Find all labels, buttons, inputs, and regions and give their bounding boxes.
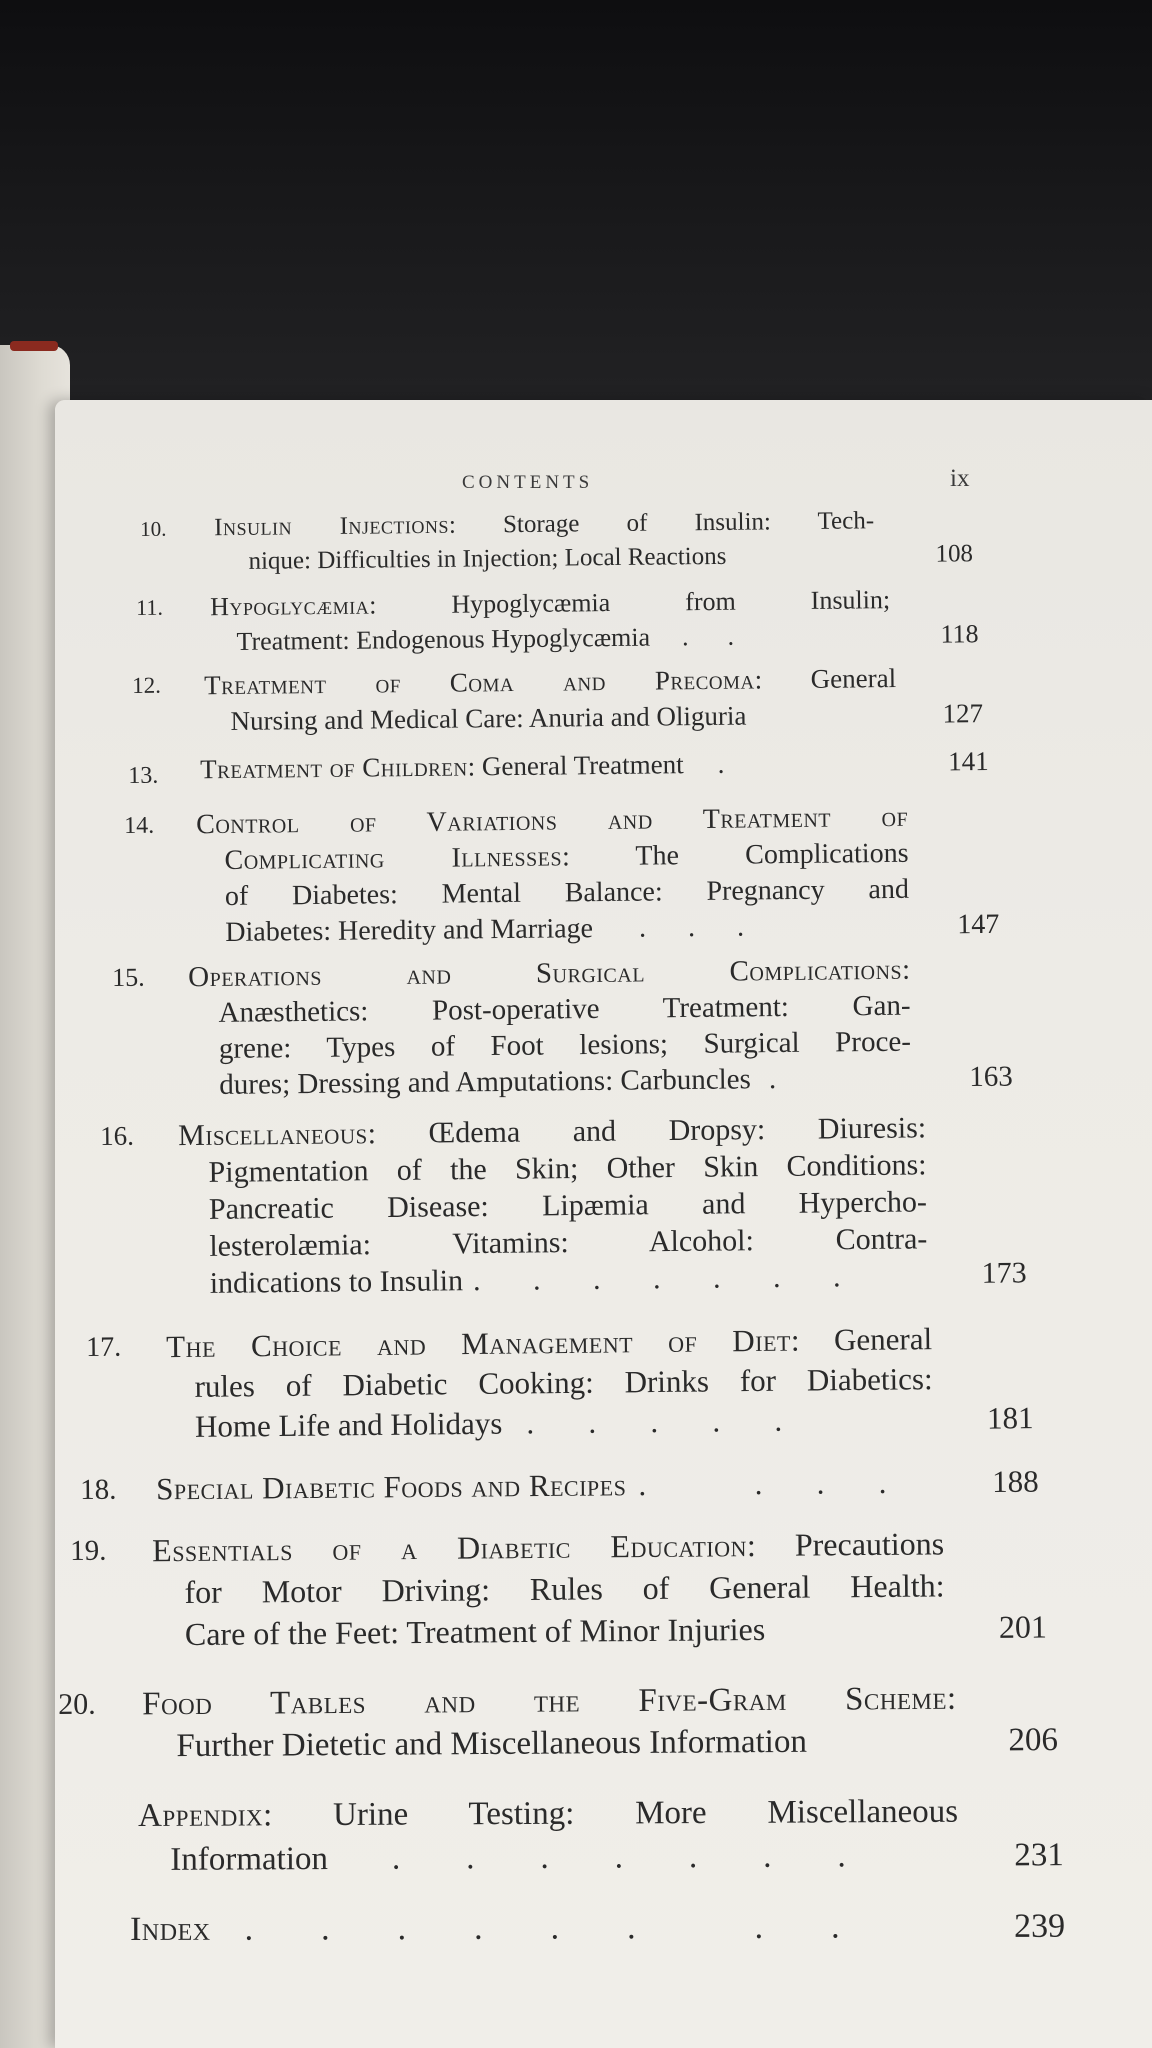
entry-page: 206 (1008, 1722, 1059, 1759)
page-number: ix (950, 465, 970, 492)
entry-title: Miscellaneous (178, 1117, 368, 1153)
entry-page: 108 (935, 540, 974, 568)
toc-entry-19: 19. Essentials of a Diabetic Education: Precautions for Motor Driving: Rules of General Health: Care of the Feet: Treatment of Minor Injuries 201 (70, 1522, 1040, 1530)
entry-number: 20. (58, 1687, 96, 1721)
entry-line: nique: Difficulties in Injection; Local Reactions (248, 542, 727, 575)
entry-page: 181 (986, 1400, 1034, 1436)
toc-entry-12: 12. Treatment of Coma and Precoma: General Nursing and Medical Care: Anuria and Oliguria 127 (132, 659, 992, 668)
entry-title: Food Tables and the Five-Gram Scheme (142, 1680, 948, 1723)
entry-number: 16. (100, 1120, 135, 1151)
entry-line: indications to Insulin (209, 1264, 464, 1300)
toc-entry-10: 10. Insulin Injections: Storage of Insulin: Tech- nique: Difficulties in Injection; Local Reactions 108 (140, 503, 980, 512)
entry-title: Insulin Injections (214, 511, 450, 542)
entry-line: General (833, 1321, 933, 1358)
entry-line: Treatment: Endogenous Hypoglycæmia (236, 622, 651, 656)
entry-number: 10. (140, 516, 167, 541)
entry-page: 201 (998, 1608, 1048, 1645)
toc-entry-15: 15. Operations and Surgical Complications: Anæsthetics: Post-operative Treatment: Gan- grene: Types of Foot lesions; Surgical Proce- dures; Dressing and Amputations: Carbuncles . 163 (112, 953, 1013, 1101)
toc-entry-18: 18. Special Diabetic Foods and Recipes . . . . 188 (80, 1462, 1030, 1470)
entry-line: of Diabetes: Mental Balance: Pregnancy and (224, 873, 910, 912)
toc-entry-13: 13. Treatment of Children: General Treatment . 141 (128, 743, 998, 752)
entry-line: Information (170, 1841, 329, 1878)
entry-line: General Treatment (481, 749, 684, 782)
entry-number: 17. (86, 1331, 122, 1363)
entry-title: Index (130, 1910, 211, 1948)
entry-page: 163 (969, 1060, 1013, 1094)
entry-line: Diabetes: Heredity and Marriage (225, 913, 594, 948)
entry-line: grene: Types of Foot lesions; Surgical Proce- (218, 1025, 912, 1065)
toc-entry-index: Index . . . . . . . . 239 (130, 1905, 1070, 1908)
entry-line: Complicating Illnesses (224, 841, 563, 876)
entry-title: Essentials of a Diabetic Education (152, 1527, 748, 1569)
entry-number: 18. (80, 1473, 117, 1506)
entry-number: 12. (132, 672, 162, 698)
entry-line: lesterolæmia: Vitamins: Alcohol: Contra- (209, 1222, 928, 1263)
entry-page: 173 (981, 1256, 1027, 1290)
entry-title: Control of Variations and Treatment of (196, 801, 909, 841)
entry-title: Treatment of Coma and Precoma (204, 664, 755, 701)
entry-line: Anæsthetics: Post-operative Treatment: Gan- (218, 989, 911, 1029)
entry-line: Pigmentation of the Skin; Other Skin Conditions: (208, 1148, 927, 1189)
entry-line: Home Life and Holidays (194, 1405, 503, 1444)
entry-page: 127 (942, 698, 984, 729)
running-head: CONTENTS (462, 472, 594, 493)
entry-line: Care of the Feet: Treatment of Minor Injuries (184, 1610, 766, 1653)
entry-line: Storage of Insulin: Tech- (502, 507, 875, 539)
entry-line: Œdema and Dropsy: Diuresis: (428, 1111, 927, 1150)
toc-entry-appendix: Appendix: Urine Testing: More Miscellaneous Information . . . . . . . 231 (138, 1793, 1064, 1878)
entry-line: dures; Dressing and Amputations: Carbuncles (219, 1063, 752, 1101)
dark-background (0, 0, 1152, 430)
entry-line: Pancreatic Disease: Lipæmia and Hypercho- (208, 1185, 928, 1226)
entry-line: for Motor Driving: Rules of General Health: (184, 1567, 945, 1611)
entry-title: Hypoglycæmia (210, 590, 370, 622)
entry-page: 231 (1014, 1837, 1064, 1874)
entry-page: 118 (940, 619, 979, 649)
entry-number: 15. (112, 962, 145, 992)
entry-title: Special Diabetic Foods and Recipes (156, 1467, 627, 1507)
toc-entry-20: 20. Food Tables and the Five-Gram Scheme: Further Dietetic and Miscellaneous Information 206 (58, 1677, 1048, 1684)
entry-line: The Complications (635, 837, 909, 872)
entry-line: Precautions (794, 1525, 945, 1563)
toc-entry-17: 17. The Choice and Management of Diet: General rules of Diabetic Cooking: Drinks for Diabetics: Home Life and Holidays . . . . . 181 (86, 1321, 1034, 1444)
entry-line: Further Dietetic and Miscellaneous Information (176, 1723, 808, 1765)
entry-line: Urine Testing: More Miscellaneous (332, 1793, 959, 1833)
entry-number: 19. (70, 1534, 107, 1567)
entry-page: 147 (957, 908, 1000, 941)
entry-page: 188 (991, 1463, 1039, 1500)
entry-number: 11. (136, 594, 164, 620)
entry-title: Treatment of Children (200, 751, 468, 785)
entry-line: rules of Diabetic Cooking: Drinks for Diabetics: (194, 1361, 933, 1404)
entry-line: Nursing and Medical Care: Anuria and Oliguria (230, 700, 747, 736)
entry-title: Appendix (138, 1797, 264, 1834)
entry-page: 141 (947, 745, 989, 777)
toc-entry-14: 14. Control of Variations and Treatment of Complicating Illnesses: The Complications of Diabetes: Mental Balance: Pregnancy and Diabetes: Heredity and Marriage . . . 147 (124, 801, 1000, 948)
entry-title: Operations and Surgical Complications (188, 953, 903, 994)
entry-number: 14. (124, 812, 155, 839)
entry-line: General (810, 662, 897, 694)
entry-line: Hypoglycæmia from Insulin; (451, 585, 891, 619)
entry-title: The Choice and Management of Diet (166, 1322, 792, 1365)
entry-number: 13. (128, 762, 159, 789)
toc-entry-11: 11. Hypoglycæmia: Hypoglycæmia from Insulin; Treatment: Endogenous Hypoglycæmia . . 118 (136, 585, 979, 656)
toc-entry-16: 16. Miscellaneous: Œdema and Dropsy: Diuresis: Pigmentation of the Skin; Other Skin Conditions: Pancreatic Disease: Lipæmia and Hypercho- lesterolæmia: Vitamins: Alcohol: Contra- indications to Insulin . . . . . . . 173 (100, 1111, 1027, 1300)
entry-page: 239 (1014, 1907, 1066, 1945)
